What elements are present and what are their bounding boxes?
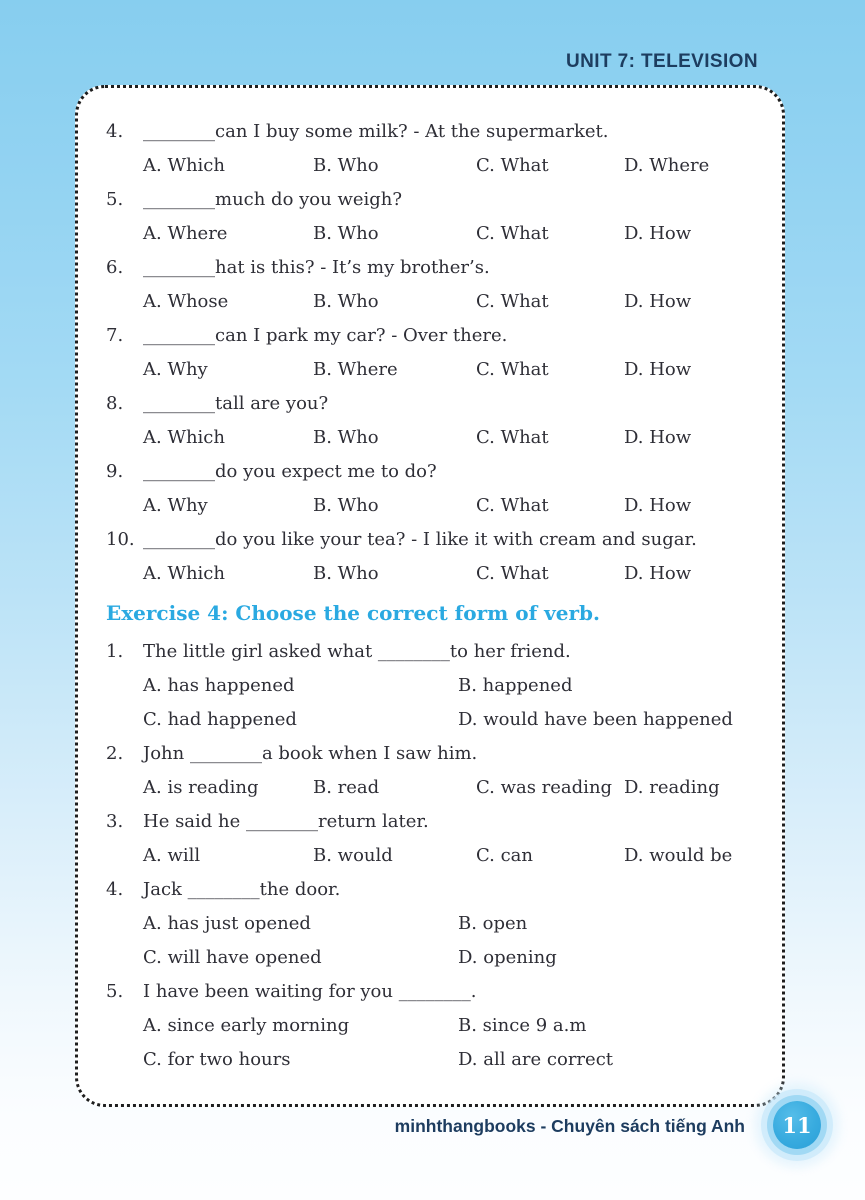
options-row bbox=[143, 557, 754, 591]
option-b: B. Who bbox=[313, 291, 379, 312]
option-c: C. What bbox=[476, 291, 549, 312]
question-number: 5. bbox=[106, 981, 124, 1002]
question-line bbox=[106, 251, 754, 285]
question-line bbox=[106, 319, 754, 353]
question-number: 3. bbox=[106, 811, 124, 832]
option-c: C. for two hours bbox=[143, 1049, 291, 1070]
options-row bbox=[143, 1043, 754, 1077]
options-row bbox=[143, 285, 754, 319]
footer-brand-text: minhthangbooks - Chuyên sách tiếng Anh bbox=[394, 1116, 745, 1136]
option-c: C. What bbox=[476, 223, 549, 244]
question-line bbox=[106, 873, 754, 907]
option-b: B. read bbox=[313, 777, 380, 798]
question-line bbox=[106, 183, 754, 217]
question-line bbox=[106, 387, 754, 421]
option-b: B. open bbox=[458, 913, 528, 934]
question-line bbox=[106, 523, 754, 557]
option-a: A. is reading bbox=[143, 777, 259, 798]
option-d: D. How bbox=[624, 291, 692, 312]
option-d: D. reading bbox=[624, 777, 720, 798]
option-d: D. How bbox=[624, 427, 692, 448]
question-text: John ________a book when I saw him. bbox=[143, 743, 478, 764]
question-text: ________do you expect me to do? bbox=[143, 461, 437, 482]
option-b: B. Who bbox=[313, 155, 379, 176]
option-a: A. Which bbox=[143, 155, 225, 176]
options-row bbox=[143, 489, 754, 523]
unit-header-title: UNIT 7: TELEVISION bbox=[566, 51, 758, 72]
exercise4-heading: Exercise 4: Choose the correct form of verb. bbox=[106, 601, 601, 625]
question-line bbox=[106, 737, 754, 771]
question-number: 5. bbox=[106, 189, 124, 210]
question-line bbox=[106, 115, 754, 149]
question-ex3-8 bbox=[106, 387, 754, 455]
options-row bbox=[143, 1009, 754, 1043]
question-text: ________can I park my car? - Over there. bbox=[143, 325, 508, 346]
option-b: B. would bbox=[313, 845, 393, 866]
option-d: D. all are correct bbox=[458, 1049, 614, 1070]
question-text: ________tall are you? bbox=[143, 393, 329, 414]
question-number: 9. bbox=[106, 461, 124, 482]
option-b: B. Who bbox=[313, 427, 379, 448]
option-d: D. would have been happened bbox=[458, 709, 733, 730]
option-c: C. What bbox=[476, 495, 549, 516]
question-ex3-6 bbox=[106, 251, 754, 319]
question-ex4-5 bbox=[106, 975, 754, 1077]
option-d: D. How bbox=[624, 563, 692, 584]
question-text: He said he ________return later. bbox=[143, 811, 429, 832]
options-row bbox=[143, 907, 754, 941]
option-c: C. What bbox=[476, 155, 549, 176]
option-c: C. had happened bbox=[143, 709, 297, 730]
question-text: Jack ________the door. bbox=[143, 879, 341, 900]
question-ex3-4 bbox=[106, 115, 754, 183]
page-number-badge bbox=[773, 1101, 821, 1149]
option-c: C. will have opened bbox=[143, 947, 322, 968]
option-a: A. will bbox=[143, 845, 201, 866]
question-text: ________can I buy some milk? - At the supermarket. bbox=[143, 121, 609, 142]
question-text: I have been waiting for you ________. bbox=[143, 981, 477, 1002]
question-number: 4. bbox=[106, 879, 124, 900]
option-c: C. was reading bbox=[476, 777, 613, 798]
question-text: ________do you like your tea? - I like it with cream and sugar. bbox=[143, 529, 697, 550]
option-b: B. Who bbox=[313, 223, 379, 244]
options-row bbox=[143, 669, 754, 703]
option-a: A. Why bbox=[143, 359, 208, 380]
exercise-card bbox=[75, 85, 785, 1107]
question-ex4-4 bbox=[106, 873, 754, 975]
options-row bbox=[143, 703, 754, 737]
question-number: 6. bbox=[106, 257, 124, 278]
question-text: The little girl asked what ________to her friend. bbox=[143, 641, 571, 662]
option-b: B. Who bbox=[313, 495, 379, 516]
question-ex4-1 bbox=[106, 635, 754, 737]
question-number: 1. bbox=[106, 641, 124, 662]
question-ex4-3 bbox=[106, 805, 754, 873]
question-line bbox=[106, 975, 754, 1009]
question-text: ________much do you weigh? bbox=[143, 189, 403, 210]
option-d: D. How bbox=[624, 359, 692, 380]
option-a: A. Where bbox=[143, 223, 228, 244]
question-number: 7. bbox=[106, 325, 124, 346]
option-d: D. How bbox=[624, 223, 692, 244]
option-d: D. Where bbox=[624, 155, 710, 176]
option-b: B. happened bbox=[458, 675, 573, 696]
option-a: A. Which bbox=[143, 427, 225, 448]
option-c: C. What bbox=[476, 427, 549, 448]
options-row bbox=[143, 839, 754, 873]
question-ex3-5 bbox=[106, 183, 754, 251]
option-d: D. How bbox=[624, 495, 692, 516]
question-ex3-7 bbox=[106, 319, 754, 387]
option-a: A. Which bbox=[143, 563, 225, 584]
options-row bbox=[143, 941, 754, 975]
page-number: 11 bbox=[782, 1112, 812, 1138]
question-number: 4. bbox=[106, 121, 124, 142]
option-c: C. What bbox=[476, 359, 549, 380]
option-d: D. would be bbox=[624, 845, 733, 866]
options-row bbox=[143, 421, 754, 455]
question-ex3-10 bbox=[106, 523, 754, 591]
option-d: D. opening bbox=[458, 947, 557, 968]
question-ex4-2 bbox=[106, 737, 754, 805]
option-a: A. Why bbox=[143, 495, 208, 516]
question-ex3-9 bbox=[106, 455, 754, 523]
option-a: A. since early morning bbox=[143, 1015, 350, 1036]
question-number: 10. bbox=[106, 529, 135, 550]
option-a: A. has happened bbox=[143, 675, 295, 696]
options-row bbox=[143, 771, 754, 805]
options-row bbox=[143, 217, 754, 251]
question-number: 8. bbox=[106, 393, 124, 414]
question-line bbox=[106, 805, 754, 839]
option-b: B. Where bbox=[313, 359, 398, 380]
option-b: B. since 9 a.m bbox=[458, 1015, 587, 1036]
options-row bbox=[143, 149, 754, 183]
question-number: 2. bbox=[106, 743, 124, 764]
question-line bbox=[106, 455, 754, 489]
option-c: C. What bbox=[476, 563, 549, 584]
options-row bbox=[143, 353, 754, 387]
question-text: ________hat is this? - It’s my brother’s. bbox=[143, 257, 490, 278]
option-b: B. Who bbox=[313, 563, 379, 584]
question-line bbox=[106, 635, 754, 669]
option-a: A. Whose bbox=[143, 291, 229, 312]
card-content bbox=[106, 115, 754, 1077]
option-c: C. can bbox=[476, 845, 533, 866]
option-a: A. has just opened bbox=[143, 913, 311, 934]
